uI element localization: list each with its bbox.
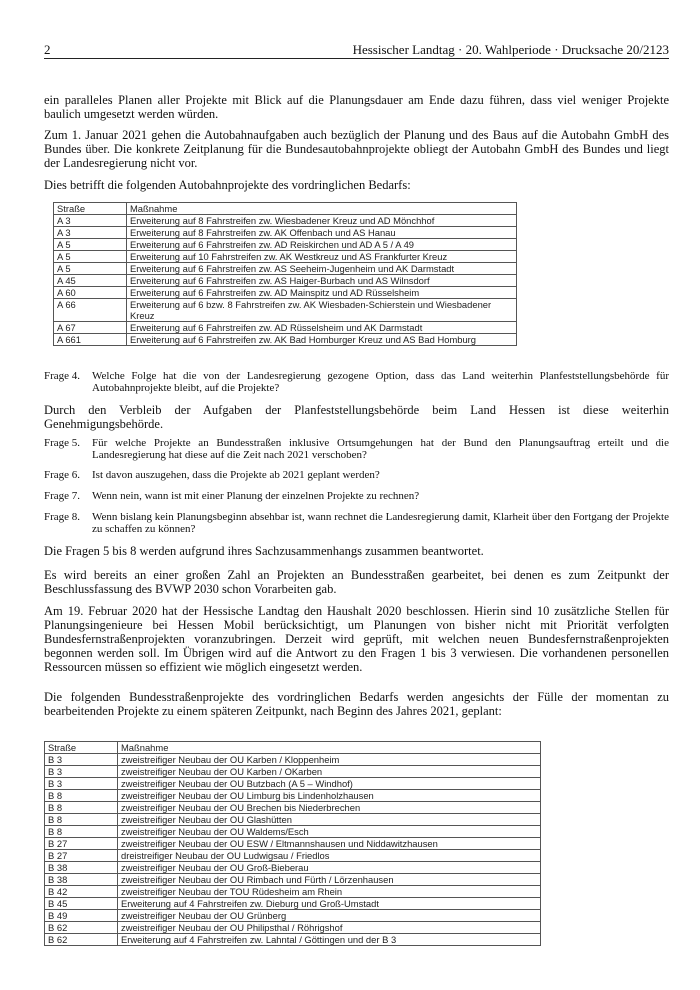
- table-header-row: [45, 742, 541, 754]
- table-row: [45, 910, 541, 922]
- cell-strasse: B 8: [45, 826, 118, 838]
- table-row: [54, 299, 517, 322]
- cell-strasse: B 62: [45, 922, 118, 934]
- table-row: [45, 754, 541, 766]
- cell-strasse: A 66: [54, 299, 127, 322]
- table-row: [54, 239, 517, 251]
- cell-massnahme: zweistreifiger Neubau der OU Grünberg: [118, 910, 541, 922]
- table-row: [45, 766, 541, 778]
- table-row: [54, 251, 517, 263]
- table-row: [45, 886, 541, 898]
- running-title: Hessischer Landtag · 20. Wahlperiode · Drucksache 20/2123: [352, 42, 669, 57]
- cell-massnahme: zweistreifiger Neubau der TOU Rüdesheim am Rhein: [118, 886, 541, 898]
- cell-massnahme: zweistreifiger Neubau der OU Glashütten: [118, 814, 541, 826]
- cell-massnahme: zweistreifiger Neubau der OU Butzbach (A 5 – Windhof): [118, 778, 541, 790]
- question-text: Welche Folge hat die von der Landesregierung gezogene Option, dass das Land weiterhin Planfeststellungsbehörde für Autobahnprojekte bleibt, auf die Projekte?: [92, 370, 669, 394]
- cell-strasse: A 5: [54, 263, 127, 275]
- cell-massnahme: zweistreifiger Neubau der OU Philipsthal / Röhrigshof: [118, 922, 541, 934]
- cell-massnahme: dreistreifiger Neubau der OU Ludwigsau / Friedlos: [118, 850, 541, 862]
- column-header-massnahme: Maßnahme: [118, 742, 541, 754]
- autobahn-table: [53, 202, 517, 346]
- table-row: [45, 898, 541, 910]
- cell-strasse: B 3: [45, 754, 118, 766]
- table-row: [54, 322, 517, 334]
- cell-massnahme: Erweiterung auf 8 Fahrstreifen zw. Wiesbadener Kreuz und AD Mönchhof: [127, 215, 517, 227]
- cell-strasse: A 60: [54, 287, 127, 299]
- cell-strasse: B 27: [45, 850, 118, 862]
- table-row: [54, 263, 517, 275]
- cell-massnahme: Erweiterung auf 6 Fahrstreifen zw. AD Rüsselsheim und AK Darmstadt: [127, 322, 517, 334]
- cell-strasse: B 42: [45, 886, 118, 898]
- cell-massnahme: zweistreifiger Neubau der OU Brechen bis Niederbrechen: [118, 802, 541, 814]
- paragraph-8: Die folgenden Bundesstraßenprojekte des vordringlichen Bedarfs werden angesichts der Fülle der momentan zu bearbeitenden Projekte zu einem späteren Zeitpunkt, nach Beginn des Jahres 2021, geplant:: [44, 690, 669, 718]
- cell-massnahme: zweistreifiger Neubau der OU Waldems/Esch: [118, 826, 541, 838]
- cell-strasse: B 45: [45, 898, 118, 910]
- column-header-strasse: Straße: [54, 203, 127, 215]
- question-5: [44, 437, 669, 461]
- cell-strasse: A 5: [54, 251, 127, 263]
- question-7: [44, 490, 669, 502]
- table-row: [45, 874, 541, 886]
- table-row: [45, 802, 541, 814]
- cell-massnahme: Erweiterung auf 10 Fahrstreifen zw. AK Westkreuz und AS Frankfurter Kreuz: [127, 251, 517, 263]
- cell-strasse: B 38: [45, 874, 118, 886]
- cell-strasse: A 5: [54, 239, 127, 251]
- cell-massnahme: zweistreifiger Neubau der OU Karben / OKarben: [118, 766, 541, 778]
- question-text: Ist davon auszugehen, dass die Projekte ab 2021 geplant werden?: [92, 469, 380, 481]
- table-row: [54, 275, 517, 287]
- cell-massnahme: Erweiterung auf 6 Fahrstreifen zw. AD Reiskirchen und AD A 5 / A 49: [127, 239, 517, 251]
- cell-massnahme: Erweiterung auf 4 Fahrstreifen zw. Dieburg und Groß-Umstadt: [118, 898, 541, 910]
- autobahn-table-body: [54, 215, 517, 346]
- column-header-strasse: Straße: [45, 742, 118, 754]
- cell-massnahme: Erweiterung auf 6 Fahrstreifen zw. AS Haiger-Burbach und AS Wilnsdorf: [127, 275, 517, 287]
- paragraph-7: Am 19. Februar 2020 hat der Hessische Landtag den Haushalt 2020 beschlossen. Hierin sind 10 zusätzliche Stellen für Planungsingenieure bei Hessen Mobil berücksichtigt, um Planungen von bisher nicht mit Priorität verfolgten Bundesfernstraßenprojekten voranzubringen. Derzeit wird geprüft, mit welchen neuen Bundesfernstraßenprojekten begonnen werden soll. Im Übrigen wird auf die Antwort zu den Fragen 1 bis 3 verwiesen. Die vorhandenen personellen Ressourcen müssen so effizient wie möglich eingesetzt werden.: [44, 604, 669, 674]
- page-number: 2: [44, 42, 51, 57]
- cell-massnahme: zweistreifiger Neubau der OU Groß-Bieberau: [118, 862, 541, 874]
- page-header: [44, 40, 669, 60]
- question-label: Frage 8.: [44, 511, 81, 523]
- table-row: [45, 850, 541, 862]
- table-row: [54, 334, 517, 346]
- cell-strasse: B 8: [45, 814, 118, 826]
- cell-strasse: B 3: [45, 778, 118, 790]
- question-label: Frage 7.: [44, 490, 81, 502]
- cell-strasse: B 38: [45, 862, 118, 874]
- cell-strasse: A 661: [54, 334, 127, 346]
- table-row: [54, 227, 517, 239]
- cell-strasse: A 67: [54, 322, 127, 334]
- table-row: [45, 838, 541, 850]
- cell-strasse: B 27: [45, 838, 118, 850]
- cell-massnahme: zweistreifiger Neubau der OU Limburg bis Lindenholzhausen: [118, 790, 541, 802]
- table-row: [45, 934, 541, 946]
- cell-strasse: B 49: [45, 910, 118, 922]
- table-row: [54, 287, 517, 299]
- question-text: Wenn bislang kein Planungsbeginn absehbar ist, wann rechnet die Landesregierung damit, Klarheit über den Fortgang der Projekte zu schaffen zu können?: [92, 511, 669, 535]
- question-label: Frage 5.: [44, 437, 81, 449]
- paragraph-4: Durch den Verbleib der Aufgaben der Planfeststellungsbehörde beim Land Hessen ist diese weiterhin Genehmigungsbehörde.: [44, 403, 669, 431]
- cell-strasse: A 3: [54, 215, 127, 227]
- paragraph-2: Zum 1. Januar 2021 gehen die Autobahnaufgaben auch bezüglich der Planung und des Baus auf die Autobahn GmbH des Bundes über. Die konkrete Zeitplanung für die Bundesautobahnprojekte obliegt der Autobahn GmbH des Bundes und liegt der Landesregierung nicht vor.: [44, 128, 669, 170]
- paragraph-3: Dies betrifft die folgenden Autobahnprojekte des vordringlichen Bedarfs:: [44, 178, 411, 192]
- cell-massnahme: Erweiterung auf 6 Fahrstreifen zw. AS Seeheim-Jugenheim und AK Darmstadt: [127, 263, 517, 275]
- question-8: [44, 511, 669, 535]
- cell-massnahme: Erweiterung auf 6 Fahrstreifen zw. AK Bad Homburger Kreuz und AS Bad Homburg: [127, 334, 517, 346]
- cell-massnahme: Erweiterung auf 6 bzw. 8 Fahrstreifen zw. AK Wiesbaden-Schierstein und Wiesbadener Kreuz: [127, 299, 517, 322]
- paragraph-1: ein paralleles Planen aller Projekte mit Blick auf die Planungsdauer am Ende dazu führen, dass viel weniger Projekte baulich umgesetzt werden würden.: [44, 93, 669, 121]
- paragraph-5: Die Fragen 5 bis 8 werden aufgrund ihres Sachzusammenhangs zusammen beantwortet.: [44, 544, 484, 558]
- column-header-massnahme: Maßnahme: [127, 203, 517, 215]
- header-rule: [44, 58, 669, 59]
- cell-massnahme: Erweiterung auf 8 Fahrstreifen zw. AK Offenbach und AS Hanau: [127, 227, 517, 239]
- question-4: [44, 370, 669, 394]
- table-row: [54, 215, 517, 227]
- cell-massnahme: Erweiterung auf 4 Fahrstreifen zw. Lahntal / Göttingen und der B 3: [118, 934, 541, 946]
- table-header-row: [54, 203, 517, 215]
- table-row: [45, 826, 541, 838]
- cell-massnahme: zweistreifiger Neubau der OU ESW / Eltmannshausen und Niddawitzhausen: [118, 838, 541, 850]
- cell-massnahme: Erweiterung auf 6 Fahrstreifen zw. AD Mainspitz und AD Rüsselsheim: [127, 287, 517, 299]
- cell-strasse: A 3: [54, 227, 127, 239]
- cell-strasse: B 62: [45, 934, 118, 946]
- question-text: Wenn nein, wann ist mit einer Planung der einzelnen Projekte zu rechnen?: [92, 490, 420, 502]
- table-row: [45, 922, 541, 934]
- table-row: [45, 862, 541, 874]
- question-6: [44, 469, 669, 481]
- bundesstrassen-table: [44, 741, 541, 946]
- cell-strasse: A 45: [54, 275, 127, 287]
- cell-massnahme: zweistreifiger Neubau der OU Rimbach und Fürth / Lörzenhausen: [118, 874, 541, 886]
- table-row: [45, 778, 541, 790]
- table-row: [45, 790, 541, 802]
- cell-strasse: B 8: [45, 802, 118, 814]
- table-row: [45, 814, 541, 826]
- question-label: Frage 6.: [44, 469, 81, 481]
- question-text: Für welche Projekte an Bundesstraßen inklusive Ortsumgehungen hat der Bund den Planungsauftrag erteilt und die Landesregierung hat diese auf die Zeit nach 2021 verschoben?: [92, 437, 669, 461]
- cell-strasse: B 8: [45, 790, 118, 802]
- paragraph-6: Es wird bereits an einer großen Zahl an Projekten an Bundesstraßen gearbeitet, bei denen es zum Zeitpunkt der Beschlussfassung des BVWP 2030 schon Vorarbeiten gab.: [44, 568, 669, 596]
- cell-strasse: B 3: [45, 766, 118, 778]
- bundesstrassen-table-body: [45, 754, 541, 946]
- question-label: Frage 4.: [44, 370, 81, 382]
- cell-massnahme: zweistreifiger Neubau der OU Karben / Kloppenheim: [118, 754, 541, 766]
